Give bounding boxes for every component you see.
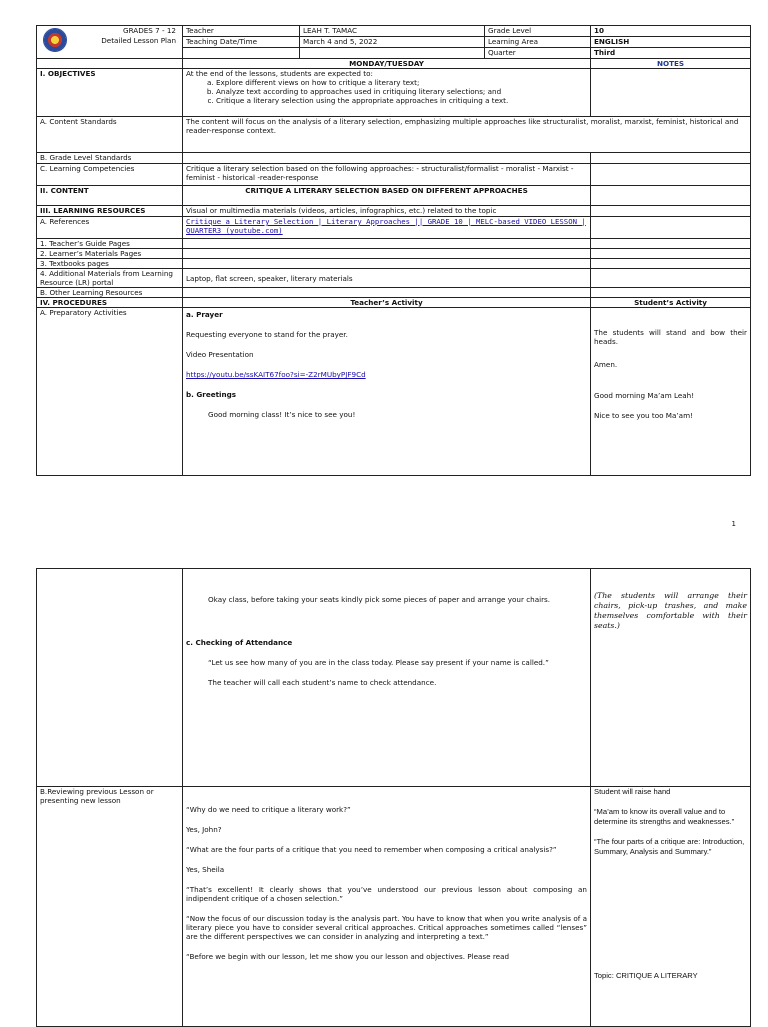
student-answer-2: “The four parts of a critique are: Introduction, Summary, Analysis and Summary.” <box>594 837 745 856</box>
teacher-praise: “That’s excellent! It clearly shows that you’ve understood our previous lesson about composing an indipendent critique of a chosen selection.” <box>186 885 587 903</box>
student-answer-1: “Ma’am to know its overall value and to determine its strengths and weaknesses.” <box>594 807 735 826</box>
competencies-label: C. Learning Competencies <box>37 164 183 186</box>
seats-student: (The students will arrange their chairs, pick-up trashes, and make themselves comfortable with their seats.) <box>594 591 747 631</box>
day-heading: MONDAY/TUESDAY <box>183 59 591 69</box>
call-sheila: Yes, Sheila <box>186 865 225 874</box>
attendance-note: The teacher will call each student’s name to check attendance. <box>208 678 437 687</box>
review-label: B.Reviewing previous Lesson or presenting new lesson <box>37 787 183 1027</box>
quarter-label: Quarter <box>485 48 591 59</box>
learners-materials-label: 2. Learner’s Materials Pages <box>37 249 183 259</box>
empty-cell <box>591 206 751 217</box>
lesson-plan-table <box>36 25 751 476</box>
student-nice: Nice to see you too Ma’am! <box>594 411 693 420</box>
learning-area-value: ENGLISH <box>591 37 751 48</box>
teacher-label: Teacher <box>183 26 300 37</box>
empty-cell <box>591 153 751 164</box>
lesson-plan-table-continued <box>36 568 751 1027</box>
empty-cell <box>183 153 591 164</box>
student-amen: Amen. <box>594 360 618 369</box>
date-label: Teaching Date/Time <box>183 37 300 48</box>
student-greet: Good morning Ma’am Leah! <box>594 391 695 400</box>
lesson-plan-page-1 <box>36 25 750 476</box>
question-four-parts: “What are the four parts of a critique that you need to remember when composing a critical analysis?” <box>186 845 557 854</box>
quarter-value: Third <box>591 48 751 59</box>
greetings-text: Good morning class! It’s nice to see you! <box>208 410 356 419</box>
objective-item: c. Critique a literary selection using the appropriate approaches in critiquing a text. <box>216 96 587 105</box>
references-cell <box>183 217 591 239</box>
objectives-label: I. OBJECTIVES <box>37 69 183 117</box>
grade-level-label: Grade Level <box>485 26 591 37</box>
empty-cell <box>591 249 751 259</box>
notes-heading: NOTES <box>591 59 751 69</box>
references-link[interactable]: Critique a Literary Selection | Literary Approaches || GRADE 10 | MELC-based VIDEO LESSON | QUARTER3 (youtube.com) <box>186 217 586 236</box>
objective-item: a. Explore different views on how to critique a literary text; <box>216 78 587 87</box>
objectives-list <box>186 78 587 105</box>
empty-cell <box>300 48 485 59</box>
other-resources-label: B. Other Learning Resources <box>37 288 183 298</box>
grade-level-value: 10 <box>591 26 751 37</box>
video-text: Video Presentation <box>186 350 254 359</box>
empty-cell <box>183 259 591 269</box>
empty-cell <box>183 249 591 259</box>
textbooks-label: 3. Textbooks pages <box>37 259 183 269</box>
grade-level-standards-label: B. Grade Level Standards <box>37 153 183 164</box>
student-continued-cell <box>591 569 751 787</box>
resources-label: III. LEARNING RESOURCES <box>37 206 183 217</box>
empty-cell <box>591 288 751 298</box>
empty-cell <box>591 239 751 249</box>
objectives-intro: At the end of the lessons, students are expected to: <box>186 69 373 78</box>
teachers-guide-label: 1. Teacher’s Guide Pages <box>37 239 183 249</box>
prayer-text: Requesting everyone to stand for the prayer. <box>186 330 348 339</box>
empty-cell <box>591 269 751 288</box>
empty-cell <box>37 59 183 69</box>
call-john: Yes, John? <box>186 825 222 834</box>
teacher-name: LEAH T. TAMAC <box>300 26 485 37</box>
student-activity-heading: Student’s Activity <box>591 298 751 308</box>
lesson-plan-page-2 <box>36 568 750 1027</box>
deped-seal-icon <box>43 28 67 52</box>
teacher-prep-cell <box>183 308 591 476</box>
student-topic: Topic: CRITIQUE A LITERARY <box>594 971 698 981</box>
content-title: CRITIQUE A LITERARY SELECTION BASED ON DIFFERENT APPROACHES <box>183 186 591 206</box>
lr-portal-value: Laptop, flat screen, speaker, literary materials <box>183 269 591 288</box>
seats-text: Okay class, before taking your seats kindly pick some pieces of paper and arrange your chairs. <box>208 595 551 604</box>
empty-cell <box>591 164 751 186</box>
greetings-title: b. Greetings <box>186 390 237 399</box>
content-standards-text: The content will focus on the analysis of a literary selection, emphasizing multiple approaches like structuralist, moralist, marxist, feminist, historical and reader-response context. <box>183 117 751 153</box>
empty-cell <box>591 259 751 269</box>
student-raise-hand: Student will raise hand <box>594 787 671 796</box>
preparatory-label: A. Preparatory Activities <box>37 308 183 476</box>
learning-area-label: Learning Area <box>485 37 591 48</box>
review-teacher-cell <box>183 787 591 1027</box>
empty-cell <box>591 69 751 117</box>
prayer-title: a. Prayer <box>186 310 223 319</box>
plan-type: Detailed Lesson Plan <box>101 35 176 45</box>
empty-cell <box>591 186 751 206</box>
empty-cell <box>37 569 183 787</box>
lr-portal-label: 4. Additional Materials from Learning Resource (LR) portal <box>37 269 183 288</box>
question-why-critique: “Why do we need to critique a literary work?” <box>186 805 351 814</box>
procedures-label: IV. PROCEDURES <box>37 298 183 308</box>
student-stand: The students will stand and bow their heads. <box>594 328 747 346</box>
before-lesson: “Before we begin with our lesson, let me show you our lesson and objectives. Please read <box>186 952 510 961</box>
attendance-title: c. Checking of Attendance <box>186 638 293 647</box>
objective-item: b. Analyze text according to approaches used in critiquing literary selections; and <box>216 87 587 96</box>
objectives-cell <box>183 69 591 117</box>
content-label: II. CONTENT <box>37 186 183 206</box>
teacher-activity-heading: Teacher’s Activity <box>183 298 591 308</box>
references-label: A. References <box>37 217 183 239</box>
attendance-text: “Let us see how many of you are in the class today. Please say present if your name is called.” <box>208 658 549 667</box>
empty-cell <box>591 217 751 239</box>
teacher-continued-cell <box>183 569 591 787</box>
empty-cell <box>183 288 591 298</box>
video-link[interactable]: https://youtu.be/ssKAIT67foo?si=-Z2rMUbyPJF9Cd <box>186 370 366 379</box>
review-student-cell <box>591 787 751 1027</box>
school-level: GRADES 7 - 12 <box>123 26 176 35</box>
date-value: March 4 and 5, 2022 <box>300 37 485 48</box>
competencies-text: Critique a literary selection based on the following approaches: - structuralist/formalist - moralist - Marxist - feminist - historical -reader-response <box>183 164 591 186</box>
header-logo-cell <box>37 26 183 59</box>
content-standards-label: A. Content Standards <box>37 117 183 153</box>
resources-text: Visual or multimedia materials (videos, articles, infographics, etc.) related to the topic <box>183 206 591 217</box>
focus-analysis: “Now the focus of our discussion today is the analysis part. You have to know that when you write analysis of a literary piece you have to consider several critical approaches. Critical approaches sometimes called “lenses” are the different perspectives we can consider in analyzing and interpreting a text.” <box>186 914 587 941</box>
student-prep-cell <box>591 308 751 476</box>
page-number: 1 <box>731 520 736 528</box>
empty-cell <box>183 239 591 249</box>
empty-cell <box>183 48 300 59</box>
